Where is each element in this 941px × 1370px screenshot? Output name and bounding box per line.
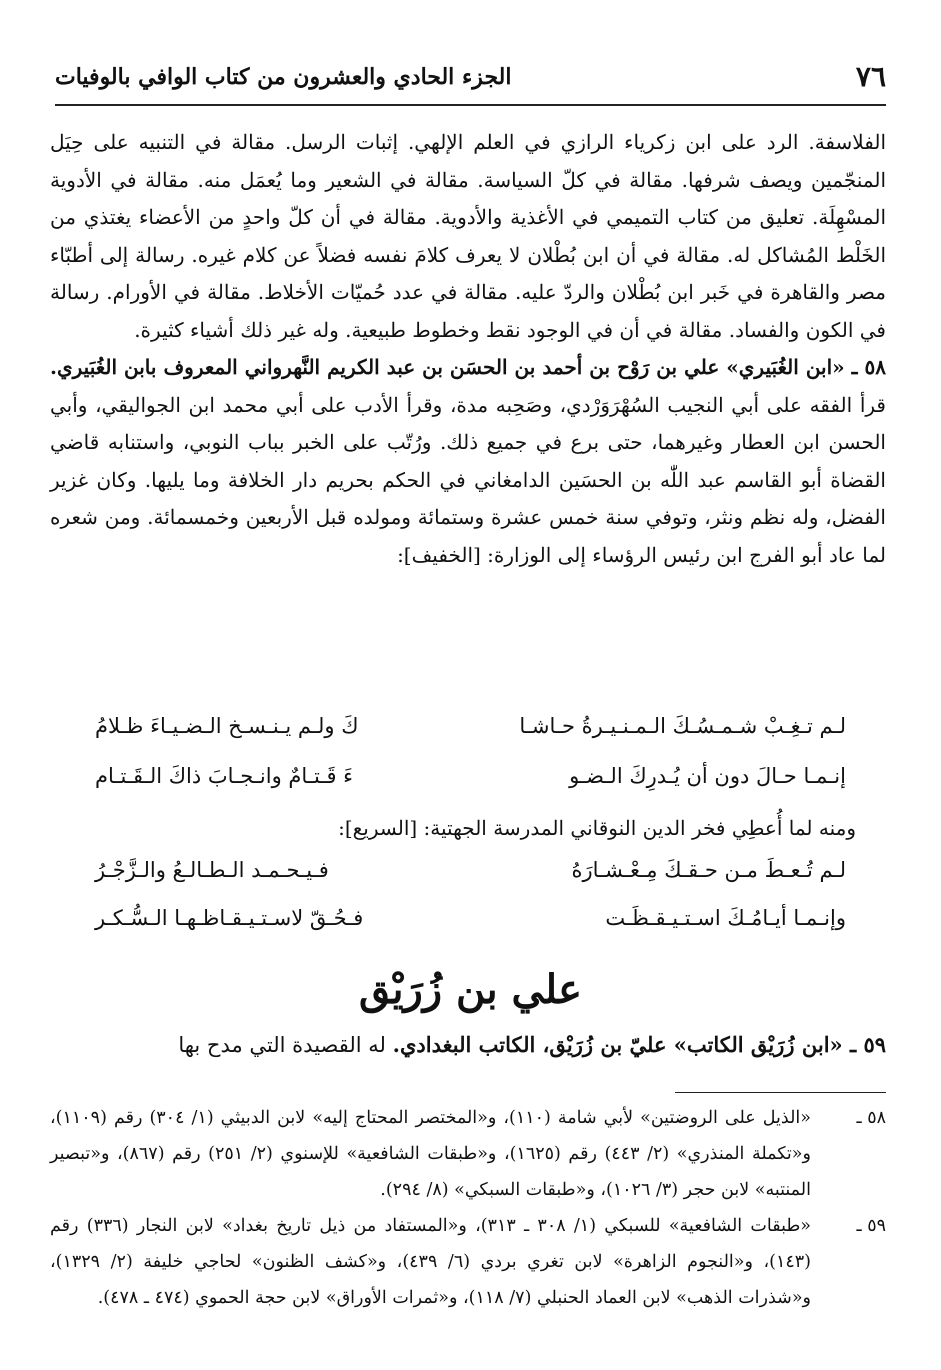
footnote-text: «الذيل على الروضتين» لأبي شامة (١١٠)، و«المختصر المحتاج إليه» لابن الدبيثي (١/ ٣٠٤) رقم (١١٠٩)، و«تكملة المنذري» (٢/ ٤٤٣) رقم (١٦٢٥)، و«طبقات الشافعية» للإسنوي (٢/ ٢٥١) رقم (٨٦٧)، و«تبصير المنتبه» لابن حجر (٣/ ١٠٢٦)، و«طبقات السبكي» (٨/ ٢٩٤). — [50, 1108, 811, 1200]
poem-intro: ومنه لما أُعطِي فخر الدين النوقاني المدرسة الجهتية: [السريع]: — [338, 816, 856, 840]
verse-line — [95, 858, 846, 898]
verse-second-hemistich: فـيـحـمـد الـطـالـعُ والـزَّجْـرُ — [95, 858, 329, 882]
entry-58 — [50, 349, 886, 574]
main-text — [50, 124, 886, 574]
footnote-rule — [675, 1092, 886, 1093]
verse-first-hemistich: إنـمـا حـالَ دون أن يُـدرِكَ الـضـو — [569, 764, 846, 788]
footnote-number: ٥٩ ـ — [856, 1216, 886, 1236]
section-title: علي بن زُرَيْق — [358, 966, 582, 1013]
entry-59 — [50, 1032, 886, 1057]
entry-59-text: له القصيدة التي مدح بها — [178, 1033, 386, 1057]
entry-58-text: قرأ الفقه على أبي النجيب السُهْرَوَرْدي، وصَحِبه مدة، وقرأ الأدب على أبي محمد ابن الجواليقي، وأبي الحسن ابن العطار وغيرهما، حتى برع في جميع ذلك. ورُتّب على الخبر بباب النوبي، واستنابه قاضي القضاة أبو القاسم عبد اللّٰه بن الحسَين الدامغاني في الحكم بحريم دار الخلافة وما يليها. وكان غزير الفضل، وله نظم ونثر، وتوفي سنة خمس عشرة وستمائة ومولده قبل الأربعين وخمسمائة. ومن شعره لما عاد أبو الفرج ابن رئيس الرؤساء إلى الوزارة: [الخفيف]: — [50, 392, 886, 567]
entry-59-heading: ٥٩ ـ «ابن زُرَيْق الكاتب» عليّ بن زُرَيْق، الكاتب البغدادي. — [392, 1032, 886, 1057]
verse-line — [95, 764, 846, 804]
entry-58-heading: ٥٨ ـ «ابن الغُبَيري» علي بن رَوْح بن أحمد بن الحسَن بن عبد الكريم النَّهرواني المعروف بابن الغُبَيري. — [50, 355, 886, 379]
verse-line — [95, 906, 846, 946]
footnote-text: «طبقات الشافعية» للسبكي (١/ ٣٠٨ ـ ٣١٣)، و«المستفاد من ذيل تاريخ بغداد» لابن النجار (٣٣٦) رقم (١٤٣)، و«النجوم الزاهرة» لابن تغري بردي (٦/ ٤٣٩)، و«كشف الظنون» لحاجي خليفة (٢/ ١٣٢٩)، و«شذرات الذهب» لابن العماد الحنبلي (٧/ ١١٨)، و«ثمرات الأوراق» لابن حجة الحموي (٤٧٤ ـ ٤٧٨). — [50, 1216, 811, 1308]
verse-second-hemistich: ءَ قَـتـامٌ وانـجـابَ ذاكَ الـقَـتـام — [95, 764, 354, 788]
page-number: ٧٦ — [855, 60, 886, 93]
verse-second-hemistich: فـحُـقّ لاسـتـيـقـاظـهـا الـسُّـكـر — [95, 906, 364, 930]
header-rule — [55, 104, 886, 106]
page-header — [55, 58, 886, 98]
verse-line — [95, 714, 846, 754]
verse-first-hemistich: لـم تـغِـبْ شـمـسُـكَ الـمـنـيـرةُ حـاشـا — [519, 714, 846, 738]
verse-first-hemistich: وإنـمـا أيـامُـكَ اسـتـيـقـظَـت — [605, 906, 846, 930]
paragraph-continuation: الفلاسفة. الرد على ابن زكرياء الرازي في العلم الإلهي. إثبات الرسل. مقالة في التنبيه على حِيَل المنجّمين ويصف شرفها. مقالة في كلّ السياسة. مقالة في الشعير وما يُعمَل منه. مقالة في الأدوية المسْهِلَة. تعليق من كتاب التميمي في الأغذية والأدوية. مقالة في أن كلّ واحدٍ من الأعضاء يغتذي من الخَلْط المُشاكل له. مقالة في أن ابن بُطْلان لا يعرف كلامَ نفسه فضلاً عن كلام غيره. رسالة إلى أطبّاء مصر والقاهرة في خَبر ابن بُطْلان والردّ عليه. مقالة في عدد حُميّات الأخلاط. مقالة في الأورام. رسالة في الكون والفساد. مقالة في أن في الوجود نقط وخطوط طبيعية. وله غير ذلك أشياء كثيرة. — [50, 130, 886, 342]
footnote-number: ٥٨ ـ — [856, 1108, 886, 1128]
verse-first-hemistich: لـم تُـعـطَ مـن حـقـكَ مِـعْـشـارَهُ — [571, 858, 846, 882]
footnote — [50, 1100, 886, 1208]
running-title: الجزء الحادي والعشرون من كتاب الوافي بالوفيات — [55, 64, 512, 90]
footnotes — [50, 1100, 886, 1316]
verse-second-hemistich: كَ ولـم يـنـسـخ الـضـيـاءَ ظـلامُ — [95, 714, 359, 738]
footnote — [50, 1208, 886, 1316]
